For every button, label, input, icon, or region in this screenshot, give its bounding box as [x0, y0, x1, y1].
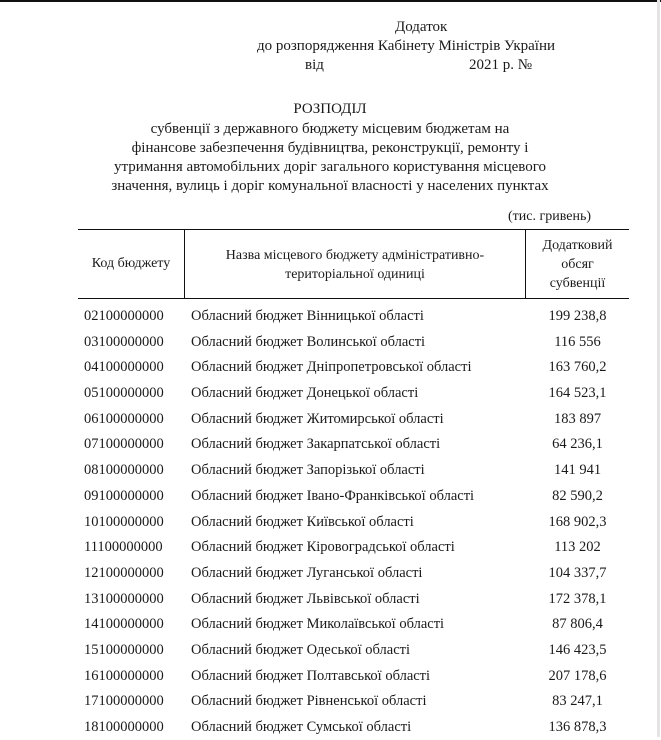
subvention-amount-cell: 83 247,1: [552, 693, 603, 710]
subvention-amount-cell: 64 236,1: [552, 436, 603, 453]
document-subtitle-line: субвенції з державного бюджету місцевим бюджетам на: [150, 121, 510, 137]
budget-name-cell: Обласний бюджет Луганської області: [191, 564, 423, 581]
table-body: [78, 299, 629, 740]
document-subtitle-line: утримання автомобільних доріг загального користування місцевого: [113, 159, 547, 175]
document-title: РОЗПОДІЛ: [293, 101, 367, 117]
table-row: [78, 380, 629, 406]
budget-code-cell: 18100000000: [84, 719, 164, 735]
budget-code-cell: 03100000000: [84, 333, 164, 350]
table-row: [78, 560, 629, 586]
budget-name-cell: Обласний бюджет Миколаївської області: [191, 616, 445, 633]
subvention-amount-cell: 172 378,1: [548, 590, 607, 607]
subvention-amount-cell: 146 423,5: [548, 641, 607, 658]
budget-code-cell: 02100000000: [84, 308, 164, 324]
header-budget-name-line2: територіальної одиниці: [285, 267, 425, 282]
subvention-amount-cell: 113 202: [554, 539, 601, 556]
table-row: [78, 483, 629, 509]
table-row: [78, 586, 629, 612]
budget-name-cell: Обласний бюджет Рівненської області: [191, 693, 427, 710]
budget-name-cell: Обласний бюджет Дніпропетровської області: [191, 359, 472, 376]
budget-name-cell: Обласний бюджет Закарпатської області: [191, 436, 441, 453]
table-row: [78, 329, 629, 355]
page-top-border: [0, 0, 661, 2]
budget-name-cell: Обласний бюджет Полтавської області: [191, 667, 431, 684]
subvention-amount-cell: 168 902,3: [548, 513, 607, 530]
table-row: [78, 431, 629, 457]
table-header: [78, 229, 629, 299]
annex-title: Додаток: [395, 19, 448, 35]
table-row: [78, 611, 629, 637]
budget-name-cell: Обласний бюджет Кіровоградської області: [191, 539, 455, 556]
budget-name-cell: Обласний бюджет Донецької області: [191, 385, 419, 402]
budget-code-cell: 11100000000: [84, 539, 163, 556]
budget-code-cell: 17100000000: [84, 693, 164, 710]
table-row: [78, 509, 629, 535]
budget-code-cell: 06100000000: [84, 410, 164, 427]
table-row: [78, 406, 629, 432]
budget-name-cell: Обласний бюджет Київської області: [191, 513, 414, 530]
table-row: [78, 303, 629, 329]
table-row: [78, 457, 629, 483]
table-row: [78, 663, 629, 689]
header-amount-line2: обсяг: [561, 257, 594, 272]
subvention-amount-cell: 136 878,3: [548, 719, 607, 735]
budget-name-cell: Обласний бюджет Сумської області: [191, 719, 412, 735]
table-row: [78, 714, 629, 740]
document-subtitle-line: значення, вулиць і доріг комунальної власності у населених пунктах: [111, 178, 549, 194]
budget-name-cell: Обласний бюджет Запорізької області: [191, 462, 425, 479]
budget-name-cell: Обласний бюджет Одеської області: [191, 641, 411, 658]
annex-year-number: 2021 р. №: [469, 57, 533, 73]
subvention-amount-cell: 116 556: [554, 333, 601, 350]
subvention-amount-cell: 104 337,7: [548, 564, 607, 581]
budget-code-cell: 05100000000: [84, 385, 164, 402]
budget-code-cell: 14100000000: [84, 616, 164, 633]
table-row: [78, 354, 629, 380]
header-budget-code: Код бюджету: [91, 256, 171, 271]
table-row: [78, 534, 629, 560]
subvention-amount-cell: 164 523,1: [548, 385, 607, 402]
budget-code-cell: 09100000000: [84, 487, 164, 504]
page-right-edge: [657, 0, 660, 737]
table-row: [78, 688, 629, 714]
subvention-amount-cell: 82 590,2: [552, 487, 603, 504]
header-budget-name-line1: Назва місцевого бюджету адміністративно-: [225, 248, 485, 263]
allocation-table: [78, 229, 629, 740]
budget-name-cell: Обласний бюджет Волинської області: [191, 333, 426, 350]
annex-date-label: від: [305, 57, 324, 73]
budget-code-cell: 13100000000: [84, 590, 164, 607]
budget-code-cell: 12100000000: [84, 564, 164, 581]
subvention-amount-cell: 207 178,6: [548, 667, 607, 684]
budget-name-cell: Обласний бюджет Львівської області: [191, 590, 420, 607]
annex-order-reference: до розпорядження Кабінету Міністрів України: [257, 38, 556, 54]
budget-code-cell: 10100000000: [84, 513, 164, 530]
budget-code-cell: 16100000000: [84, 667, 164, 684]
units-label: (тис. гривень): [508, 209, 592, 224]
header-amount-line3: субвенції: [549, 276, 606, 291]
budget-name-cell: Обласний бюджет Івано-Франківської області: [191, 487, 475, 504]
subvention-amount-cell: 87 806,4: [552, 616, 603, 633]
header-budget-name: [185, 246, 525, 284]
subvention-amount-cell: 183 897: [553, 410, 602, 427]
budget-name-cell: Обласний бюджет Житомирської області: [191, 410, 444, 427]
budget-code-cell: 08100000000: [84, 462, 164, 479]
budget-code-cell: 15100000000: [84, 641, 164, 658]
budget-code-cell: 07100000000: [84, 436, 164, 453]
subvention-amount-cell: 163 760,2: [548, 359, 607, 376]
budget-name-cell: Обласний бюджет Вінницької області: [191, 308, 424, 324]
table-row: [78, 637, 629, 663]
document-subtitle-line: фінансове забезпечення будівництва, реконструкції, ремонту і: [131, 140, 529, 156]
subvention-amount-cell: 141 941: [553, 462, 602, 479]
header-amount-line1: Додатковий: [542, 238, 613, 253]
budget-code-cell: 04100000000: [84, 359, 164, 376]
subvention-amount-cell: 199 238,8: [548, 308, 607, 324]
header-subvention-amount: [526, 236, 629, 293]
